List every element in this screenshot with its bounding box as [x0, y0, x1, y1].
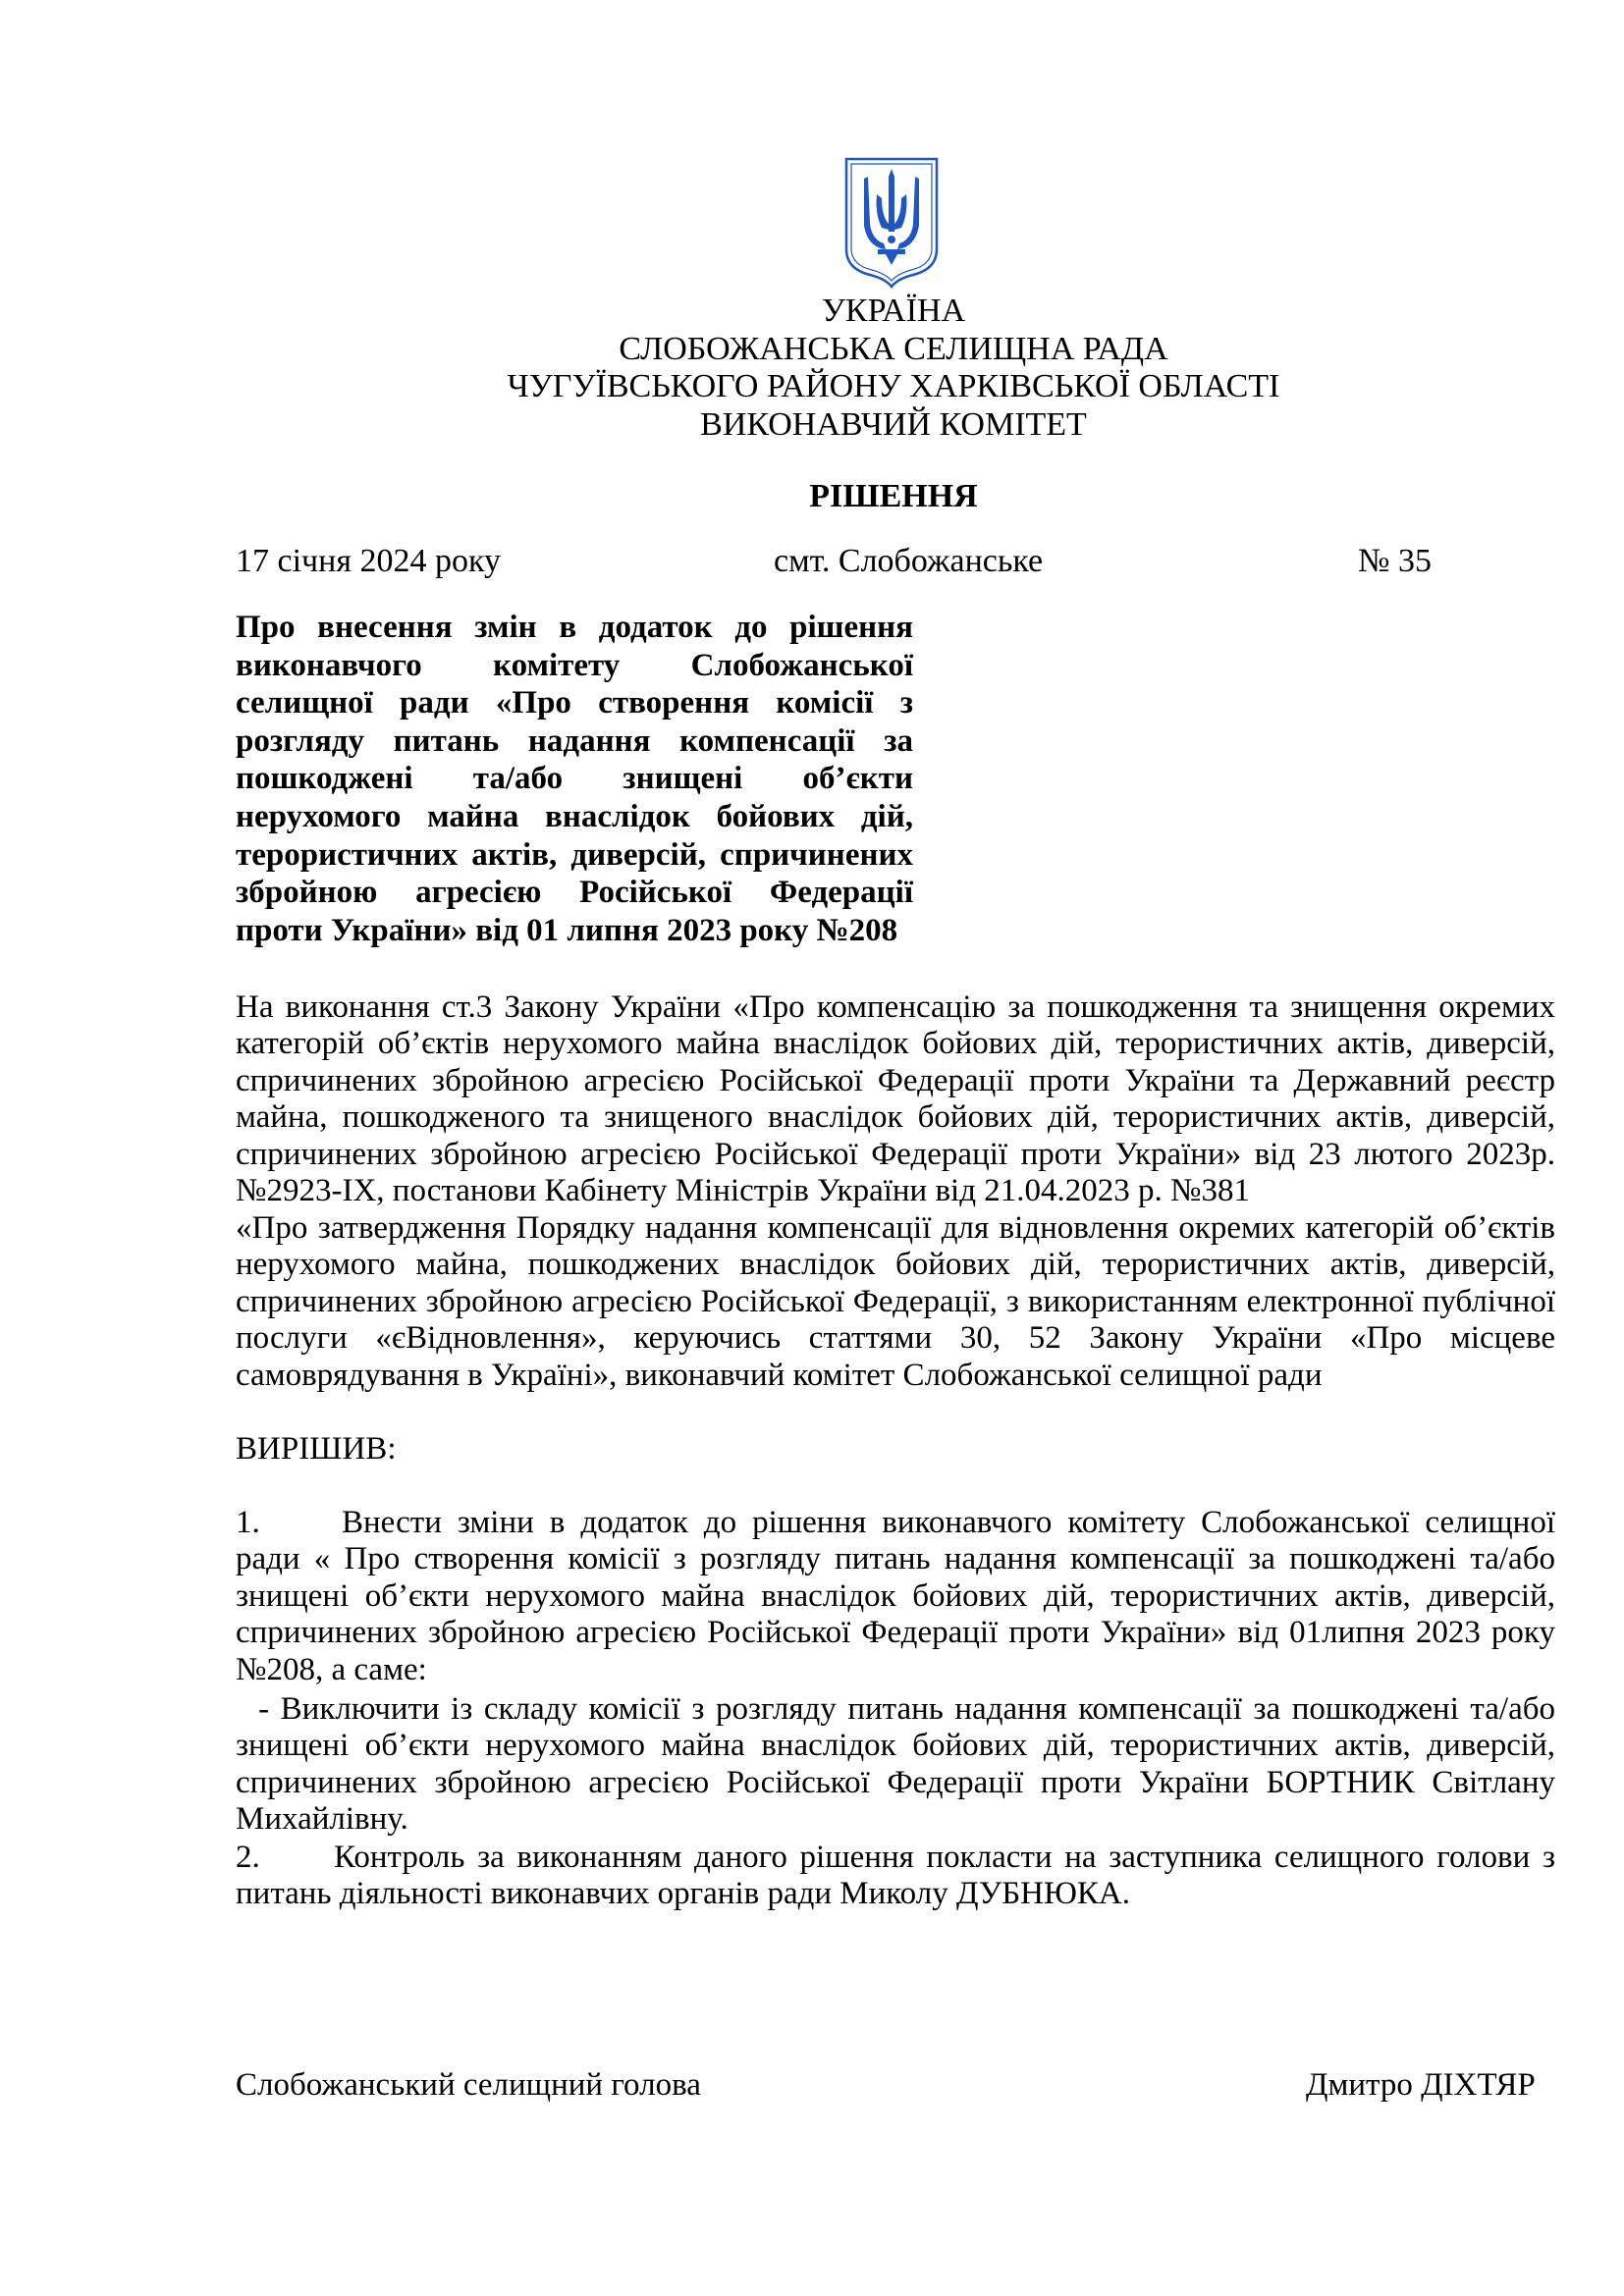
resolved-heading: ВИРІШИВ:: [236, 1431, 397, 1467]
header-committee: ВИКОНАВЧИЙ КОМІТЕТ: [700, 405, 1087, 443]
decision-item-1: [236, 1505, 1555, 1688]
subject-last-line: проти України» від 01 липня 2023 року №208: [236, 912, 898, 948]
coat-of-arms-of-ukraine-icon: [842, 155, 941, 289]
signatory-name: Дмитро ДІХТЯР: [1306, 2067, 1536, 2103]
decision-item-2: [236, 1840, 1555, 1913]
decision-date: 17 січня 2024 року: [236, 543, 502, 579]
decision-place: смт. Слобожанське: [774, 543, 1044, 579]
item-1-number: 1.: [236, 1505, 260, 1540]
preamble-paragraph-2: [236, 1210, 1555, 1394]
document-header: [0, 293, 1624, 444]
preamble-paragraph-1: [236, 989, 1555, 1209]
decision-meta: [236, 542, 1432, 581]
item-1-subpoint-text: - Виключити із складу комісії з розгляду питань надання компенсації за пошкоджені та/або знищені об’єкти нерухомого майна внаслідок бойових дій, терористичних актів, диверсій, спричинених збройною агресією Російської Федерації проти України БОРТНИК Світлану Михайлівну.: [236, 1691, 1564, 1838]
item-2-number: 2.: [236, 1840, 260, 1875]
item-2-text: Контроль за виконанням даного рішення покласти на заступника селищного голови з питань діяльності виконавчих органів ради Миколу ДУБНЮКА.: [236, 1840, 1555, 1912]
header-council: СЛОБОЖАНСЬКА СЕЛИЩНА РАДА: [619, 330, 1168, 367]
signature-block: [236, 2065, 1555, 2105]
header-district: ЧУГУЇВСЬКОГО РАЙОНУ ХАРКІВСЬКОЇ ОБЛАСТІ: [507, 368, 1280, 404]
subject-text: Про внесення змін в додаток до рішення виконавчого комітету Слобожанської селищної ради «Про створення комісії з розгляду питань надання компенсації за пошкоджені та/або знищені об’єкти нерухомого майна внаслідок бойових дій, терористичних актів, диверсій, спричинених збройною агресією Російської Федерації: [236, 610, 913, 911]
signatory-title: Слобожанський селищний голова: [236, 2067, 701, 2103]
header-country: УКРАЇНА: [821, 293, 966, 329]
decision-title: РІШЕННЯ: [809, 478, 978, 514]
decision-item-1-subpoint: [236, 1691, 1564, 1839]
decision-number: № 35: [1358, 543, 1432, 579]
item-1-text: Внести зміни в додаток до рішення виконавчого комітету Слобожанської селищної ради « Про створення комісії з розгляду питань надання компенсації за пошкоджені та/або знищені об’єкти нерухомого майна внаслідок бойових дій, терористичних актів, диверсій, спричинених збройною агресією Російської Федерації проти України» від 01липня 2023 року №208, а саме:: [236, 1505, 1555, 1687]
preamble-text-2: «Про затвердження Порядку надання компенсації для відновлення окремих категорій об’єктів нерухомого майна, пошкоджених внаслідок бойових дій, терористичних актів, диверсій, спричинених збройною агресією Російської Федерації, з використанням електронної публічної послуги «єВідновлення», керуючись статтями 30, 52 Закону України «Про місцеве самоврядування в Україні», виконавчий комітет Слобожанської селищної ради: [236, 1210, 1555, 1393]
preamble-text-1: На виконання ст.3 Закону України «Про компенсацію за пошкодження та знищення окремих категорій об’єктів нерухомого майна внаслідок бойових дій, терористичних актів, диверсій, спричинених збройною агресією Російської Федерації проти України та Державний реєстр майна, пошкодженого та знищеного внаслідок бойових дій, терористичних актів, диверсій, спричинених збройною агресією Російської Федерації проти України» від 23 лютого 2023р. №2923-ІХ, постанови Кабінету Міністрів України від 21.04.2023 р. №381: [236, 989, 1555, 1209]
decision-subject: [236, 609, 913, 949]
